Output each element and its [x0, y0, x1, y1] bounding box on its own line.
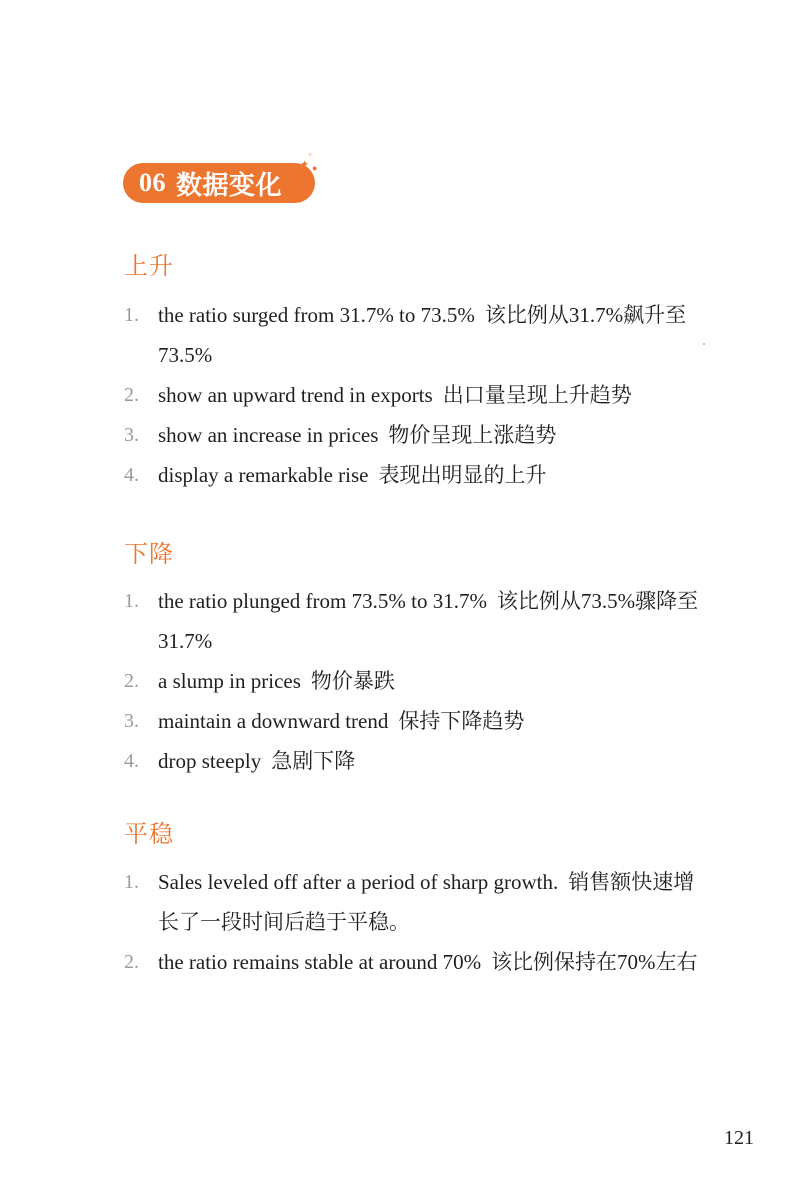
- item-index: 2.: [124, 670, 139, 692]
- sparkle-icon: ●: [312, 163, 318, 173]
- item-english: the ratio remains stable at around 70%: [158, 950, 482, 974]
- item-index: 1.: [124, 871, 139, 893]
- item-index: 2.: [124, 951, 139, 973]
- item-index: 4.: [124, 464, 139, 486]
- edge-dot: [703, 343, 705, 345]
- list-item: [124, 701, 714, 741]
- section-title-rise: 上升: [124, 254, 174, 280]
- item-index: 3.: [124, 424, 139, 446]
- list-item: [124, 661, 714, 701]
- list-rise: [124, 295, 714, 495]
- item-index: 4.: [124, 750, 139, 772]
- item-english: the ratio plunged from 73.5% to 31.7%: [158, 589, 487, 613]
- list-item: [124, 455, 714, 495]
- sparkle-icon: ✧: [307, 151, 313, 159]
- list-fall: [124, 581, 714, 781]
- item-chinese: 物价呈现上涨趋势: [388, 423, 557, 447]
- item-chinese: 急剧下降: [271, 749, 356, 773]
- list-item: [124, 375, 714, 415]
- item-english: maintain a downward trend: [158, 709, 389, 733]
- list-item: [124, 942, 714, 982]
- list-item: [124, 741, 714, 781]
- item-chinese: 出口量呈现上升趋势: [442, 383, 632, 407]
- list-item: [124, 581, 714, 661]
- chapter-number: 06: [139, 168, 166, 197]
- item-english: display a remarkable rise: [158, 463, 369, 487]
- item-chinese: 物价暴跌: [310, 669, 395, 693]
- item-english: the ratio surged from 31.7% to 73.5%: [158, 303, 475, 327]
- section-title-stable: 平稳: [124, 822, 174, 848]
- item-chinese: 保持下降趋势: [398, 709, 525, 733]
- item-index: 2.: [124, 384, 139, 406]
- item-index: 1.: [124, 590, 139, 612]
- item-english: show an increase in prices: [158, 423, 379, 447]
- chapter-tag: [123, 163, 318, 203]
- item-english: a slump in prices: [158, 669, 301, 693]
- item-english: Sales leveled off after a period of sharp growth.: [158, 870, 559, 894]
- item-chinese: 表现出明显的上升: [378, 463, 547, 487]
- item-english: show an upward trend in exports: [158, 383, 433, 407]
- item-chinese: 该比例从73.5%骤降至31.7%: [158, 589, 699, 653]
- item-index: 1.: [124, 304, 139, 326]
- section-title-fall: 下降: [124, 542, 174, 568]
- item-index: 3.: [124, 710, 139, 732]
- list-stable: [124, 862, 714, 982]
- list-item: [124, 415, 714, 455]
- item-chinese: 销售额快速增长了一段时间后趋于平稳。: [158, 870, 695, 934]
- item-chinese: 该比例从31.7%飙升至73.5%: [158, 303, 687, 367]
- chapter-title: 数据变化: [176, 170, 283, 200]
- sparkle-icon: ✦: [300, 159, 310, 171]
- item-english: drop steeply: [158, 749, 262, 773]
- item-chinese: 该比例保持在70%左右: [491, 950, 698, 974]
- list-item: [124, 295, 714, 375]
- list-item: [124, 862, 714, 942]
- page-number: 121: [724, 1127, 754, 1149]
